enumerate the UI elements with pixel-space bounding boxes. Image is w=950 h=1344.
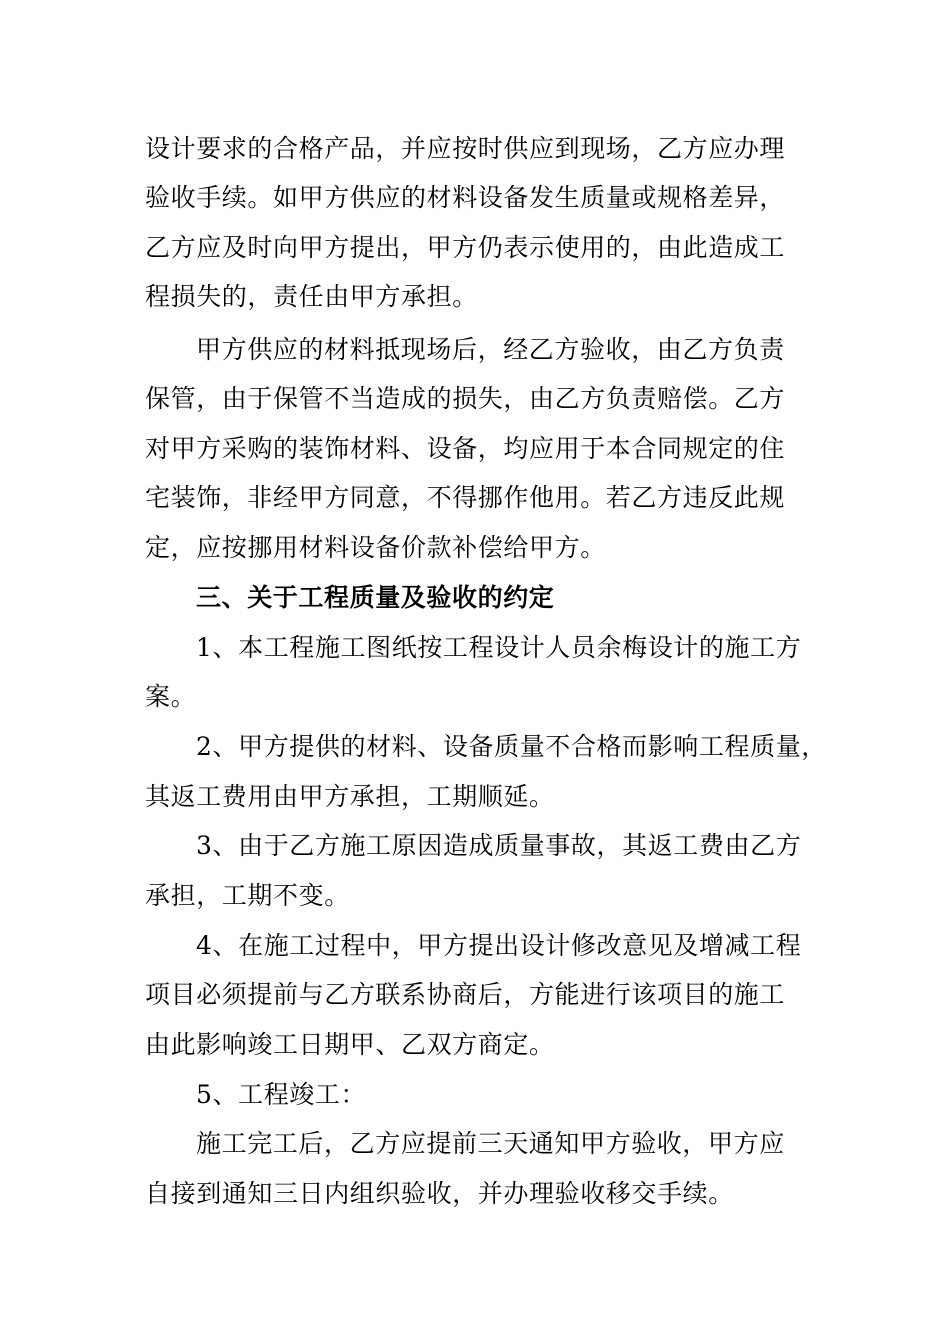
paragraph-line: 甲方供应的材料抵现场后，经乙方验收，由乙方负责 <box>196 335 785 364</box>
paragraph-line: 程损失的，责任由甲方承担。 <box>145 282 478 311</box>
list-item-line: 其返工费用由甲方承担，工期顺延。 <box>145 782 555 811</box>
list-item-line: 项目必须提前与乙方联系协商后，方能进行该项目的施工 <box>145 980 786 1009</box>
list-item-line: 2、甲方提供的材料、设备质量不合格而影响工程质量， <box>196 732 827 761</box>
list-item-line: 由此影响竣工日期甲、乙双方商定。 <box>145 1030 555 1059</box>
paragraph-line: 宅装饰，非经甲方同意，不得挪作他用。若乙方违反此规 <box>145 483 786 512</box>
list-item-line: 承担，工期不变。 <box>145 881 350 910</box>
list-item-line: 3、由于乙方施工原因造成质量事故，其返工费由乙方 <box>196 831 802 860</box>
paragraph-line: 设计要求的合格产品，并应按时供应到现场，乙方应办理 <box>145 134 786 163</box>
list-item-line: 5、工程竣工： <box>196 1080 367 1109</box>
list-item-line: 1、本工程施工图纸按工程设计人员余梅设计的施工方 <box>196 633 802 662</box>
paragraph-line: 乙方应及时向甲方提出，甲方仍表示使用的，由此造成工 <box>145 233 786 262</box>
paragraph-line: 保管，由于保管不当造成的损失，由乙方负责赔偿。乙方 <box>145 384 786 413</box>
paragraph-line: 定，应按挪用材料设备价款补偿给甲方。 <box>145 533 606 562</box>
list-item-line: 4、在施工过程中，甲方提出设计修改意见及增减工程 <box>196 931 802 960</box>
section-heading: 三、关于工程质量及验收的约定 <box>196 583 555 612</box>
paragraph-line: 验收手续。如甲方供应的材料设备发生质量或规格差异， <box>145 183 786 212</box>
list-item-line: 案。 <box>145 682 197 711</box>
paragraph-line: 自接到通知三日内组织验收，并办理验收移交手续。 <box>145 1179 734 1208</box>
paragraph-line: 对甲方采购的装饰材料、设备，均应用于本合同规定的住 <box>145 434 786 463</box>
paragraph-line: 施工完工后，乙方应提前三天通知甲方验收，甲方应 <box>196 1129 785 1158</box>
